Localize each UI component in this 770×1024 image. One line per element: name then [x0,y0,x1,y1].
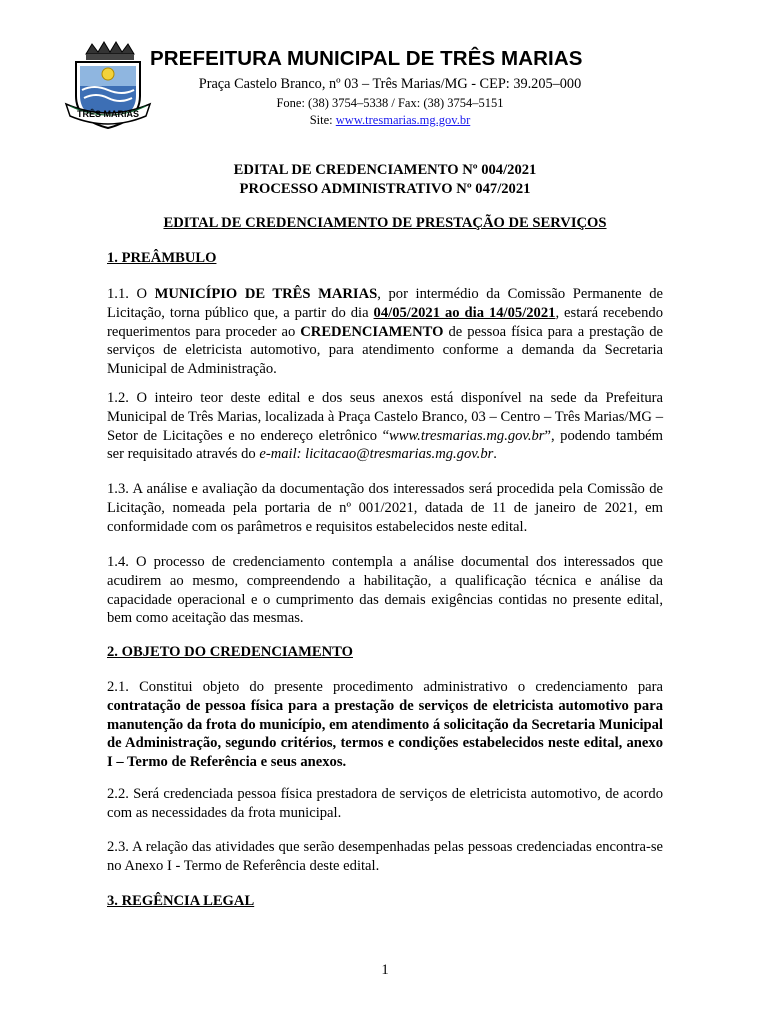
paragraph-1-1: 1.1. O MUNICÍPIO DE TRÊS MARIAS, por intermédio da Comissão Permanente de Licitação, torna público que, a partir do dia 04/05/2021 ao dia 14/05/2021, estará recebendo requerimentos para proceder ao CREDENCIAMENTO de pessoa física para a prestação de serviços de eletricista automotivo, para atendimento conforme a demanda da Secretaria Municipal de Administração. [107,286,663,378]
paragraph-2-2: 2.2. Será credenciada pessoa física prestadora de serviços de eletricista automotivo, de acordo com as necessidades da frota municipal. [107,786,663,821]
section-3-heading-text: 3. REGÊNCIA LEGAL [107,893,255,909]
municipality-title: PREFEITURA MUNICIPAL DE TRÊS MARIAS [150,47,583,70]
processo-number: PROCESSO ADMINISTRATIVO Nº 047/2021 [239,181,531,197]
paragraph-2-3: 2.3. A relação das atividades que serão desempenhadas pelas pessoas credenciadas encontra-se no Anexo I - Termo de Referência deste edital. [107,839,663,874]
site-reference: www.tresmarias.mg.gov.br [389,427,545,444]
header-site [150,113,630,128]
paragraph-2-1: 2.1. Constitui objeto do presente procedimento administrativo o credenciamento para contratação de pessoa física para a prestação de serviços de eletricista automotivo para manutenção da frota do município, em atendimento á solicitação da Secretaria Municipal de Administração, segundo critérios, termos e condições estabelecidos neste edital, anexo I – Termo de Referência e seus anexos. [107,679,663,771]
edital-subtitle [107,214,663,233]
date-range: 04/05/2021 ao dia 14/05/2021 [373,304,556,321]
email-reference: e-mail: licitacao@tresmarias.mg.gov.br [259,446,494,463]
paragraph-1-2: 1.2. O inteiro teor deste edital e dos seus anexos está disponível na sede da Prefeitura Municipal de Três Marias, localizada à Praça Castelo Branco, 03 – Centro – Três Marias/MG – Setor de Licitações e no endereço eletrônico “www.tresmarias.mg.gov.br”, podendo também ser requisitado através do e-mail: licitacao@tresmarias.mg.gov.br. [107,390,663,463]
paragraph-1-4: 1.4. O processo de credenciamento contempla a análise documental dos interessados que acudirem ao mesmo, compreendendo a habilitação, a qualificação técnica e análise da capacidade operacional e o cumprimento das demais exigências contidas no presente edital, bem como aceitação das mesmas. [107,554,663,627]
section-3-heading [107,892,663,911]
site-link[interactable]: www.tresmarias.mg.gov.br [335,113,471,127]
objeto-description: contratação de pessoa física para a prestação de serviços de eletricista automotivo para manutenção da frota do município, em atendimento á solicitação da Secretaria Municipal de Administração, segundo critérios, termos e condições estabelecidos neste edital, anexo I – Termo de Referência e seus anexos. [107,697,663,771]
header-address: Praça Castelo Branco, nº 03 – Três Marias/MG - CEP: 39.205–000 [198,76,582,92]
logo-banner-text [64,40,152,132]
credenciamento-term: CREDENCIAMENTO [300,323,444,340]
svg-text:TRÊS MARIAS: TRÊS MARIAS [76,109,140,119]
edital-number: EDITAL DE CREDENCIAMENTO Nº 004/2021 [233,162,537,178]
section-2-heading [107,643,663,662]
edital-subtitle-text: EDITAL DE CREDENCIAMENTO DE PRESTAÇÃO DE SERVIÇOS [163,215,607,231]
section-1-heading [107,249,663,268]
header-phone: Fone: (38) 3754–5338 / Fax: (38) 3754–5151 [276,96,504,110]
paragraph-1-3: 1.3. A análise e avaliação da documentação dos interessados será procedida pela Comissão de Licitação, nomeada pela portaria de nº 001/2021, datada de 11 de janeiro de 2021, em conformidade com os parâmetros e requisitos estabelecidos neste edital. [107,481,663,535]
site-label: Site: [309,113,336,127]
section-2-heading-text: 2. OBJETO DO CREDENCIAMENTO [107,644,353,660]
page-number: 1 [381,962,389,978]
section-1-heading-text: 1. PREÂMBULO [107,250,217,266]
municipio-name: MUNICÍPIO DE TRÊS MARIAS [154,286,378,302]
